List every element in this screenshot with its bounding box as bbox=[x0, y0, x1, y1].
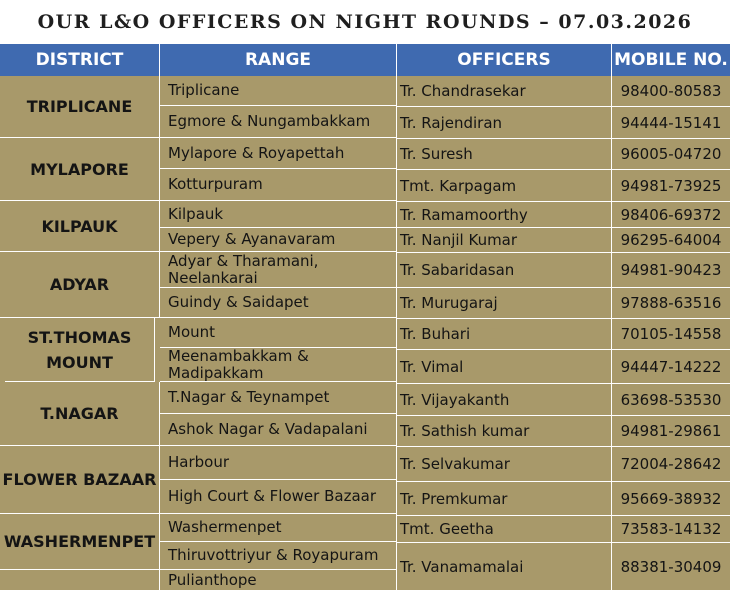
mobile-cell: 94444-15141 bbox=[612, 107, 730, 139]
range-cell: Meenambakkam & Madipakkam bbox=[160, 348, 397, 382]
mobile-cell: 94981-90423 bbox=[612, 253, 730, 288]
mobile-cell: 63698-53530 bbox=[612, 384, 730, 416]
officer-cell: Tr. Chandrasekar bbox=[397, 76, 612, 107]
district-cell: ADYAR bbox=[0, 252, 160, 318]
officer-cell: Tr. Rajendiran bbox=[397, 107, 612, 139]
district-cell bbox=[0, 570, 160, 591]
mobile-cell: 94447-14222 bbox=[612, 350, 730, 384]
range-cell: Kotturpuram bbox=[160, 169, 397, 201]
column-header-district: DISTRICT bbox=[0, 44, 160, 76]
officer-cell: Tr. Buhari bbox=[397, 319, 612, 350]
range-cell: Pulianthope bbox=[160, 570, 397, 591]
range-cell: Harbour bbox=[160, 446, 397, 480]
mobile-cell: 70105-14558 bbox=[612, 319, 730, 350]
officer-cell: Tr. Murugaraj bbox=[397, 288, 612, 319]
officer-cell: Tr. Vimal bbox=[397, 350, 612, 384]
column-header-officers: OFFICERS bbox=[397, 44, 612, 76]
mobile-cell: 94981-29861 bbox=[612, 416, 730, 447]
officer-cell: Tmt. Geetha bbox=[397, 516, 612, 543]
mobile-cell: 94981-73925 bbox=[612, 170, 730, 202]
range-cell: Vepery & Ayanavaram bbox=[160, 228, 397, 252]
district-cell: TRIPLICANE bbox=[0, 76, 160, 138]
range-cell: Mylapore & Royapettah bbox=[160, 138, 397, 169]
mobile-cell: 98400-80583 bbox=[612, 76, 730, 107]
column-header-mobile: MOBILE NO. bbox=[612, 44, 730, 76]
district-cell: FLOWER BAZAAR bbox=[0, 446, 160, 514]
officer-cell: Tr. Premkumar bbox=[397, 482, 612, 516]
column-header-range: RANGE bbox=[160, 44, 397, 76]
district-cell: ST.THOMAS MOUNT bbox=[5, 318, 155, 382]
officer-cell: Tr. Sathish kumar bbox=[397, 416, 612, 447]
officer-cell: Tr. Vanamamalai bbox=[397, 543, 612, 591]
range-cell: Ashok Nagar & Vadapalani bbox=[160, 414, 397, 446]
district-cell: MYLAPORE bbox=[0, 138, 160, 201]
district-cell: T.NAGAR bbox=[0, 382, 160, 446]
officer-cell: Tr. Sabaridasan bbox=[397, 253, 612, 288]
mobile-cell: 97888-63516 bbox=[612, 288, 730, 319]
mobile-cell: 96295-64004 bbox=[612, 228, 730, 253]
page-title: OUR L&O OFFICERS ON NIGHT ROUNDS – 07.03.2026 bbox=[0, 0, 730, 44]
range-cell: Adyar & Tharamani, Neelankarai bbox=[160, 252, 397, 288]
district-cell: KILPAUK bbox=[0, 201, 160, 252]
range-cell: Kilpauk bbox=[160, 201, 397, 228]
range-cell: Egmore & Nungambakkam bbox=[160, 106, 397, 138]
officer-cell: Tr. Suresh bbox=[397, 139, 612, 170]
officer-cell: Tr. Nanjil Kumar bbox=[397, 228, 612, 253]
district-cell: WASHERMENPET bbox=[0, 514, 160, 570]
range-cell: Mount bbox=[160, 318, 397, 348]
range-cell: Triplicane bbox=[160, 76, 397, 106]
mobile-cell: 95669-38932 bbox=[612, 482, 730, 516]
range-cell: Guindy & Saidapet bbox=[160, 288, 397, 318]
range-cell: T.Nagar & Teynampet bbox=[160, 382, 397, 414]
officer-cell: Tr. Selvakumar bbox=[397, 447, 612, 482]
mobile-cell: 73583-14132 bbox=[612, 516, 730, 543]
mobile-cell: 72004-28642 bbox=[612, 447, 730, 482]
mobile-cell: 98406-69372 bbox=[612, 202, 730, 228]
officer-cell: Tmt. Karpagam bbox=[397, 170, 612, 202]
range-cell: High Court & Flower Bazaar bbox=[160, 480, 397, 514]
mobile-cell: 96005-04720 bbox=[612, 139, 730, 170]
officer-cell: Tr. Ramamoorthy bbox=[397, 202, 612, 228]
range-cell: Washermenpet bbox=[160, 514, 397, 542]
officer-cell: Tr. Vijayakanth bbox=[397, 384, 612, 416]
mobile-cell: 88381-30409 bbox=[612, 543, 730, 591]
range-cell: Thiruvottriyur & Royapuram bbox=[160, 542, 397, 570]
